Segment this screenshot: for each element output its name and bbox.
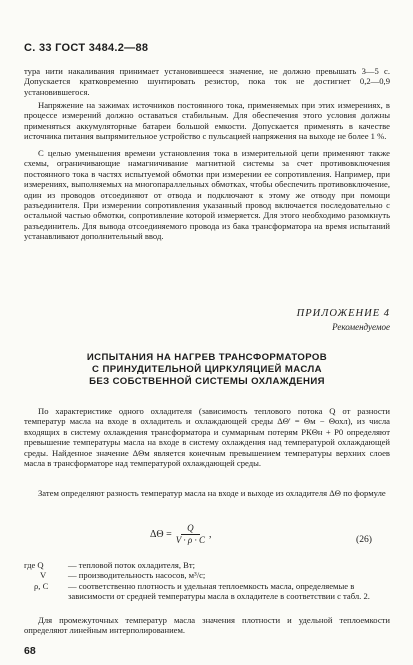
section-title <box>24 352 390 388</box>
legend-symbol: ρ, C <box>34 580 49 591</box>
paragraph-interpolation: Для промежуточных температур масла значения плотности и удельной теплоемкости определяют линейным интерполированием. <box>24 615 390 636</box>
formula-lhs: ΔΘ = <box>150 529 172 540</box>
paragraph-current-setup: С целью уменьшения времени установления тока в измерительной цепи применяют также схемы, ограничивающие намагничивание магнитной системы за счет противовключения постоянного тока в частях испытуемой обмотки при измерении ее сопротивления. Например, при измерениях, выполняемых на многопараллельных обмотках, чтобы обеспечить противовключение, один из проводов отсоединяют от отвода и подключают к этому же отводу при помощи разъединителя. При измерении сопротивления указанный провод включается последовательно с остальной частью обмотки, сопротивление которой измеряется. Для этого необходимо разомкнуть разъединитель. Для вывода отсоединяемого провода из бака трансформатора на время испытаний устанавливают дополнительный ввод. <box>24 148 390 242</box>
legend-row <box>24 560 390 570</box>
formula-fraction <box>176 523 205 546</box>
page-number: 68 <box>24 645 36 657</box>
formula-number: (26) <box>356 534 372 545</box>
legend-description: — соответственно плотность и удельная теплоемкость масла, определяемые в зависимости от средней температуры масла в охладителе в соответствии с табл. 2. <box>68 580 370 602</box>
section-title-line3: БЕЗ СОБСТВЕННОЙ СИСТЕМЫ ОХЛАЖДЕНИЯ <box>89 376 325 387</box>
paragraph-continuation: тура нити накаливания принимает установившееся значение, не должно превышать 3—5 с. Допускается кратковременно шунтировать резистор, пока ток не достигнет 0,2—0,9 установившегося. <box>24 66 390 97</box>
section-title-line2: С ПРИНУДИТЕЛЬНОЙ ЦИРКУЛЯЦИЕЙ МАСЛА <box>92 364 322 375</box>
section-title-line1: ИСПЫТАНИЯ НА НАГРЕВ ТРАНСФОРМАТОРОВ <box>86 352 328 363</box>
legend-row <box>24 581 390 602</box>
formula-numerator: Q <box>181 523 200 535</box>
legend-description: — производительность насосов, м³/с; <box>68 570 206 581</box>
paragraph-cooler-characteristic: По характеристике одного охладителя (зависимость теплового потока Q от разности температур масла на входе в охладитель и охлаждающей среды ΔΘ' = Θм − Θохл), из числа входящих в систему охлаждения трансформатора и суммарным потерям PКΘн + P0 определяют превышение температуры масла на входе в систему охлаждения над температурой охлаждающей среды. Найденное значение ΔΘм является конечным превышением температуры верхних слоев масла в трансформаторе над температурой охлаждающей среды. <box>24 406 390 469</box>
formula-comma: , <box>208 529 212 540</box>
paragraph-power-supply: Напряжение на зажимах источников постоянного тока, применяемых при этих измерениях, в процессе измерений должно оставаться стабильным. Для обеспечения этого условия должны применяться аккумуляторные батареи большой емкости. Допускается применять в качестве источника питания выпрямительное устройство с пульсацией напряжения на выходе не более 1 %. <box>24 100 390 142</box>
formula-26 <box>150 523 211 546</box>
legend-symbol: где Q <box>24 560 44 570</box>
legend-symbol: V <box>40 570 47 581</box>
appendix-block <box>260 308 390 332</box>
formula-denominator: V · ρ · C <box>175 535 205 545</box>
paragraph-temperature-difference: Затем определяют разность температур масла на входе и выходе из охладителя ΔΘ по формуле <box>38 488 386 498</box>
formula-legend <box>24 560 390 602</box>
legend-row <box>24 570 390 580</box>
page-header: С. 33 ГОСТ 3484.2—88 <box>24 42 149 54</box>
appendix-subtitle: Рекомендуемое <box>332 322 390 332</box>
appendix-title: ПРИЛОЖЕНИЕ 4 <box>296 308 390 319</box>
legend-description: — тепловой поток охладителя, Вт; <box>68 560 196 570</box>
